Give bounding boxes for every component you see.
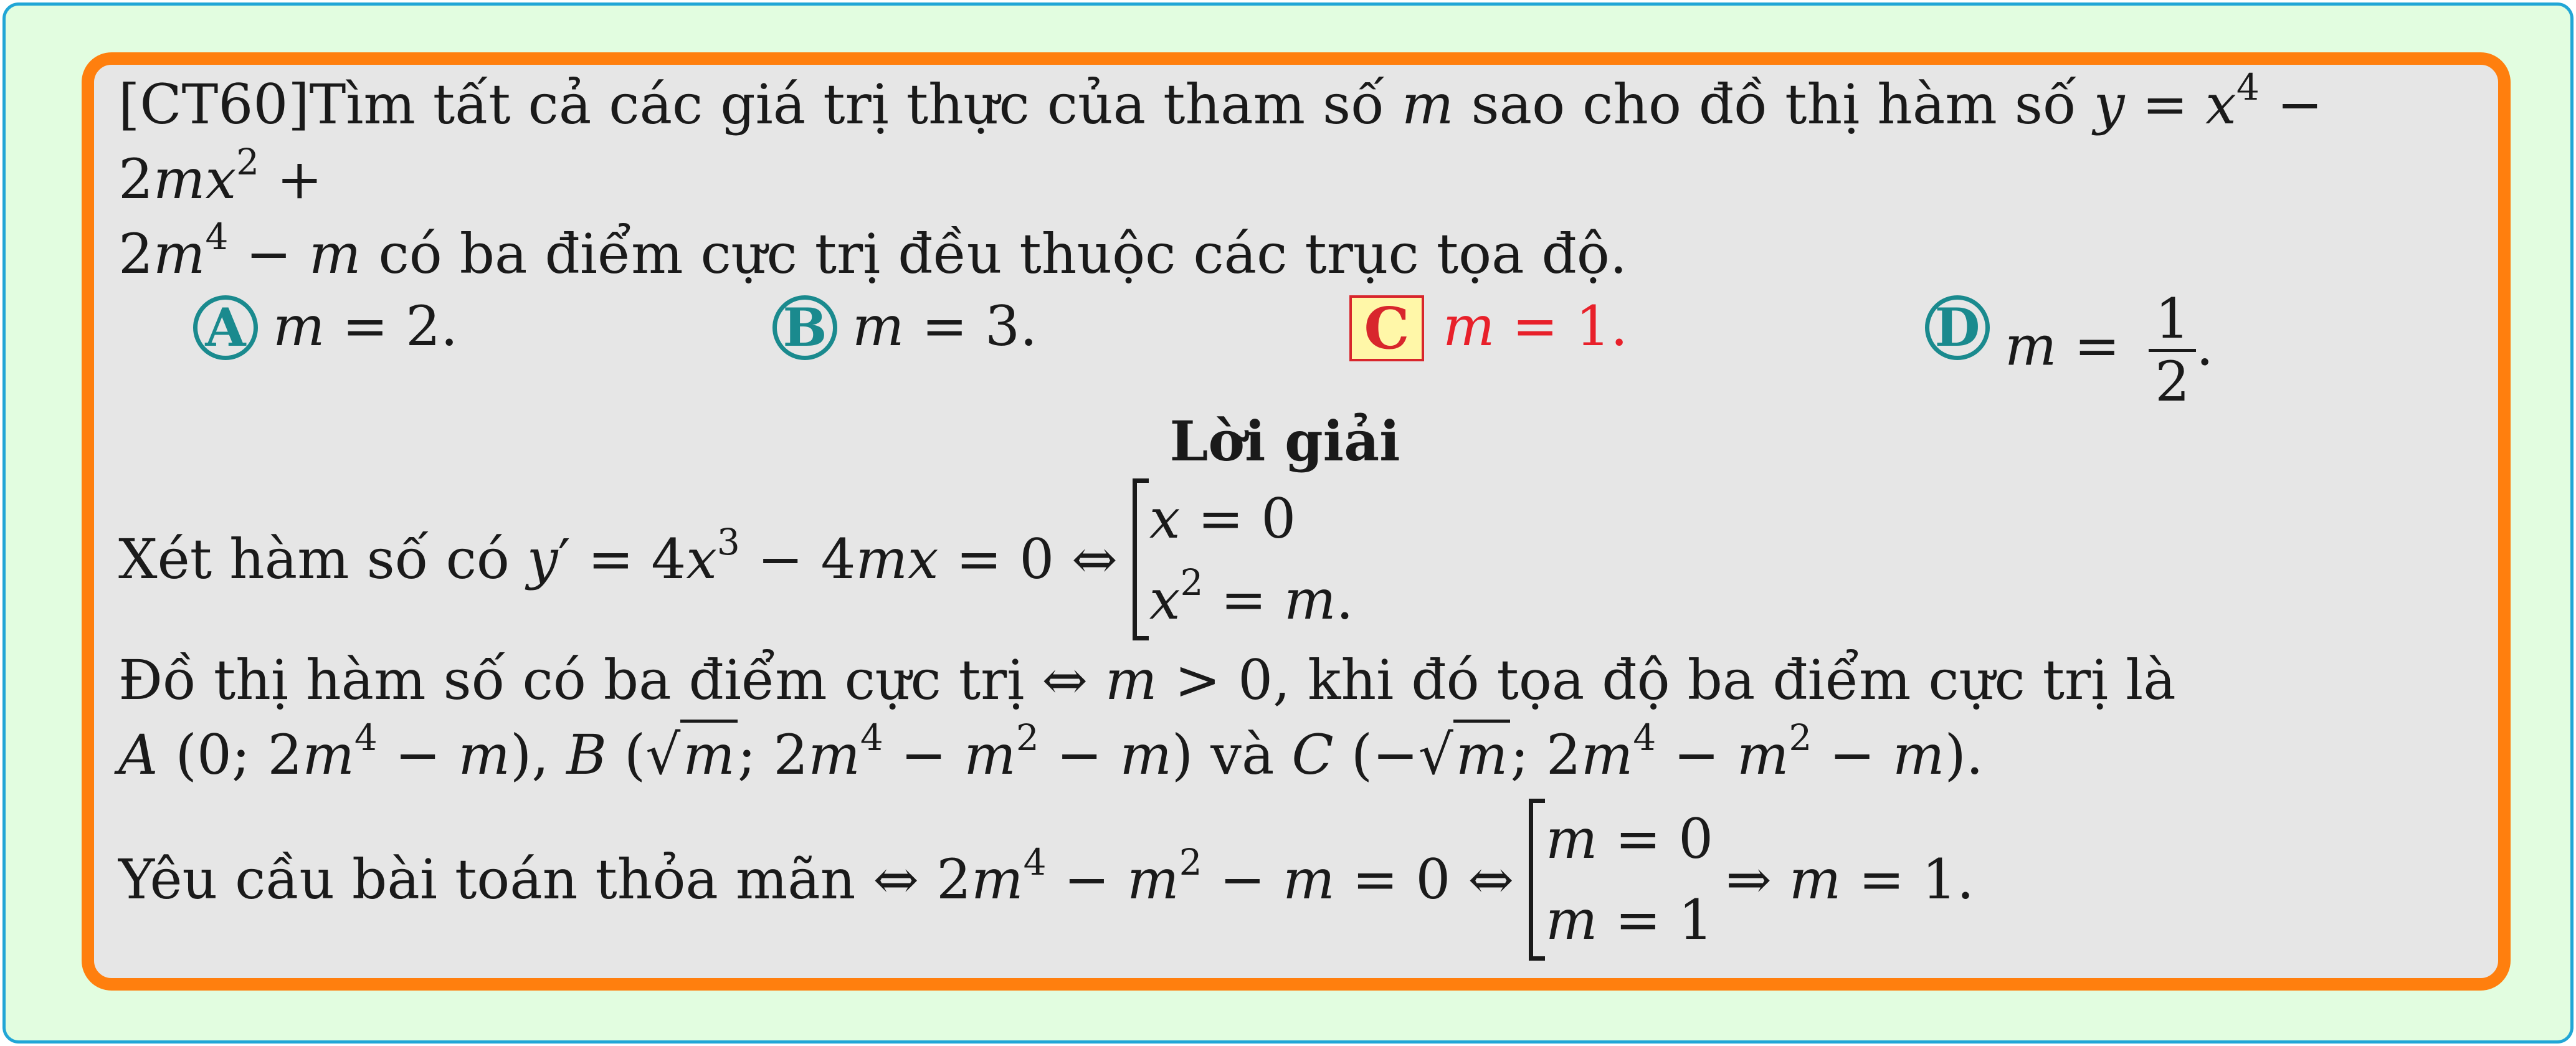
choice-d-marker: D [1925, 295, 1990, 360]
step-1-case-1: x = 0 [1149, 487, 1296, 551]
step-3-case-2: m = 1 [1546, 888, 1714, 952]
choice-d[interactable] [1925, 287, 2214, 414]
problem-content [118, 67, 2458, 961]
step-2-line-1: Đồ thị hàm số có ba điểm cực trị ⇔ m > 0, khi đó tọa độ ba điểm cực trị là [118, 648, 2176, 712]
step-1-text: Xét hàm số có $y' = 4x^3 - 4mx = 0$ ⇔ [118, 521, 1118, 591]
sqrt-m-2: √m [1419, 718, 1511, 792]
step-1-case-2: $x^2 = m$. [1149, 561, 1354, 632]
choice-b-marker: B [772, 295, 837, 360]
problem-statement [118, 67, 2458, 292]
sqrt-m: √m [645, 718, 738, 792]
problem-line-2: $2m^4 - m$ có ba điểm cực trị đều thuộc các trục tọa độ. [118, 216, 1627, 286]
fraction-one-half: $\frac{1}{2}$ [2149, 289, 2196, 412]
choice-a-text: m = 2. [273, 294, 459, 358]
solution-step-3 [118, 799, 2458, 961]
step-3-text: Yêu cầu bài toán thỏa mãn ⇔ $2m^4 - m^2 - m = 0$ ⇔ [118, 841, 1514, 911]
step-3-case-1: m = 0 [1546, 807, 1714, 871]
answer-choices [118, 287, 2458, 414]
choice-d-text: m = $\frac{1}{2}$ . [2005, 287, 2214, 414]
step-3-cases [1529, 799, 1713, 961]
choice-c[interactable] [1349, 289, 1628, 407]
step-3-result: ⇒ m = 1. [1726, 847, 1974, 911]
choice-b-text: m = 3. [852, 294, 1038, 358]
choice-a-marker: A [193, 295, 258, 360]
choice-c-marker: C [1349, 295, 1424, 361]
choice-c-text: m = 1. [1443, 294, 1628, 358]
step-2-line-2: A (0; $2m^4 - m$), B (√m; $2m^4 - m^2 - m$) và C (−√m; $2m^4 - m^2 - m$). [118, 723, 1984, 787]
choice-a[interactable] [193, 289, 458, 407]
solution-title: Lời giải [1169, 409, 1400, 473]
problem-tag: [CT60] [118, 72, 310, 136]
solution-step-1 [118, 478, 2458, 640]
problem-line-1: Tìm tất cả các giá trị thực của tham số m sao cho đồ thị hàm số $y = x^4 - 2mx^2$ + [118, 66, 2323, 211]
step-1-cases [1133, 478, 1354, 640]
choice-b[interactable] [772, 289, 1037, 407]
solution-step-2 [118, 643, 2458, 792]
